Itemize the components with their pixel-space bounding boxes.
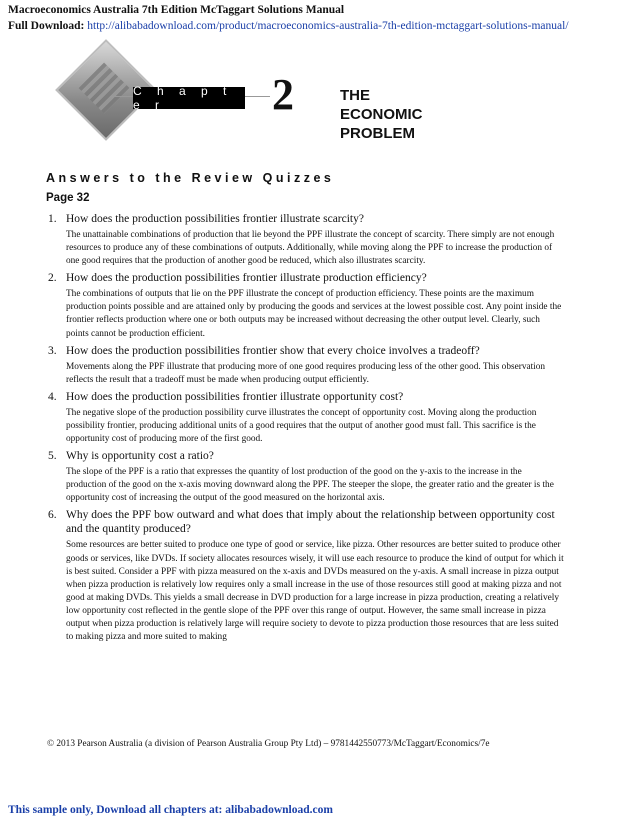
question-number: 6. bbox=[48, 509, 57, 522]
question-text: How does the production possibilities frontier illustrate production efficiency? bbox=[66, 272, 427, 285]
question-text: Why does the PPF bow outward and what does that imply about the relationship between opportunity cost and the quantity produced? bbox=[66, 509, 555, 536]
question-number: 3. bbox=[48, 344, 57, 357]
question-number: 5. bbox=[48, 450, 57, 463]
question-number: 4. bbox=[48, 390, 57, 403]
answer-text: The combinations of outputs that lie on the PPF illustrate the concept of production efficiency. These points are the maximum production points possible and are attained only by producing the goods and services at the lowest possible cost. Any point inside the frontier reflects production where one or both outputs may be increased without decreasing the other output level. Clearly, such points cannot be production efficient. bbox=[66, 289, 562, 339]
question-text: Why is opportunity cost a ratio? bbox=[66, 450, 214, 463]
question-number: 2. bbox=[48, 272, 57, 285]
question-text: How does the production possibilities frontier show that every choice involves a tradeoff? bbox=[66, 344, 480, 357]
chapter-title-line: THE bbox=[340, 87, 370, 104]
answer-text: The slope of the PPF is a ratio that expresses the quantity of lost production of the good on the y-axis to the increase in the production of the good on the x-axis moving downward along the PPF. The steeper the slope, the greater ratio and the greater is the opportunity cost of increasing the output of the good measured on the horizontal axis. bbox=[66, 467, 554, 504]
page-label: Page 32 bbox=[46, 192, 90, 204]
chapter-number: 2 bbox=[272, 70, 294, 119]
answer-text: The negative slope of the production possibility curve illustrates the concept of opportunity cost. Moving along the production possibility frontier, producing additional units of a good requires that the output of another good must fall. This sacrifice is the opportunity cost of producing more of the first good. bbox=[66, 407, 537, 445]
question-item bbox=[44, 344, 564, 387]
question-item bbox=[44, 212, 564, 268]
copyright-footer: © 2013 Pearson Australia (a division of Pearson Australia Group Pty Ltd) – 9781442550773/McTaggart/Economics/7e bbox=[47, 739, 490, 749]
question-item bbox=[44, 390, 564, 446]
download-prefix: Full Download: bbox=[8, 20, 88, 32]
chapter-title bbox=[340, 86, 490, 143]
answer-text: Some resources are better suited to produce one type of good or service, like pizza. Other resources are better suited to produce other goods or services, like DVDs. If society allocates resources wisely, it will use each resource to produce the kind of output for which it is best suited. Consider a PPF with pizza measured on the x-axis and DVDs measured on the y-axis. A small increase in pizza output when pizza production is relatively low requires only a small increase in the use of those resources still good at making pizza and not good at making DVDs. This yields a small decrease in DVD production for a large increase in pizza production, creating a relatively low opportunity cost reflected in the gentle slope of the PPF over this range of output. However, the same small increase in pizza output when pizza production is relatively large will require society to devote to pizza production those resources that are less suited to making pizza and more suited to making bbox=[66, 540, 564, 643]
download-link[interactable]: http://alibabadownload.com/product/macroeconomics-australia-7th-edition-mctaggart-solutions-manual/ bbox=[87, 20, 569, 32]
chapter-title-line: PROBLEM bbox=[340, 125, 415, 142]
page-header bbox=[8, 2, 633, 34]
question-text: How does the production possibilities frontier illustrate scarcity? bbox=[66, 213, 364, 225]
question-list bbox=[44, 212, 564, 647]
download-line bbox=[8, 18, 633, 34]
chapter-label: C h a p t e r bbox=[133, 87, 245, 109]
question-text: How does the production possibilities frontier illustrate opportunity cost? bbox=[66, 390, 404, 403]
document-title: Macroeconomics Australia 7th Edition McTaggart Solutions Manual bbox=[8, 4, 345, 16]
answer-text: The unattainable combinations of production that lie beyond the PPF illustrate the concept of scarcity. There simply are not enough resources to produce any of these combinations of outputs. Additionally, while moving along the PPF to increase the production of one good requires that the production of another good be reduced, which also illustrates scarcity. bbox=[66, 230, 555, 267]
chapter-title-line: ECONOMIC bbox=[340, 106, 423, 123]
download-notice[interactable]: This sample only, Download all chapters at: alibabadownload.com bbox=[8, 804, 333, 816]
answer-text: Movements along the PPF illustrate that producing more of one good requires producing less of the other good. This observation reflects the result that a tradeoff must be made when producing output efficiently. bbox=[66, 361, 546, 385]
question-number: 1. bbox=[48, 213, 57, 225]
question-item bbox=[44, 271, 564, 340]
question-item bbox=[44, 508, 564, 644]
question-item bbox=[44, 449, 564, 505]
section-title: Answers to the Review Quizzes bbox=[46, 171, 335, 185]
